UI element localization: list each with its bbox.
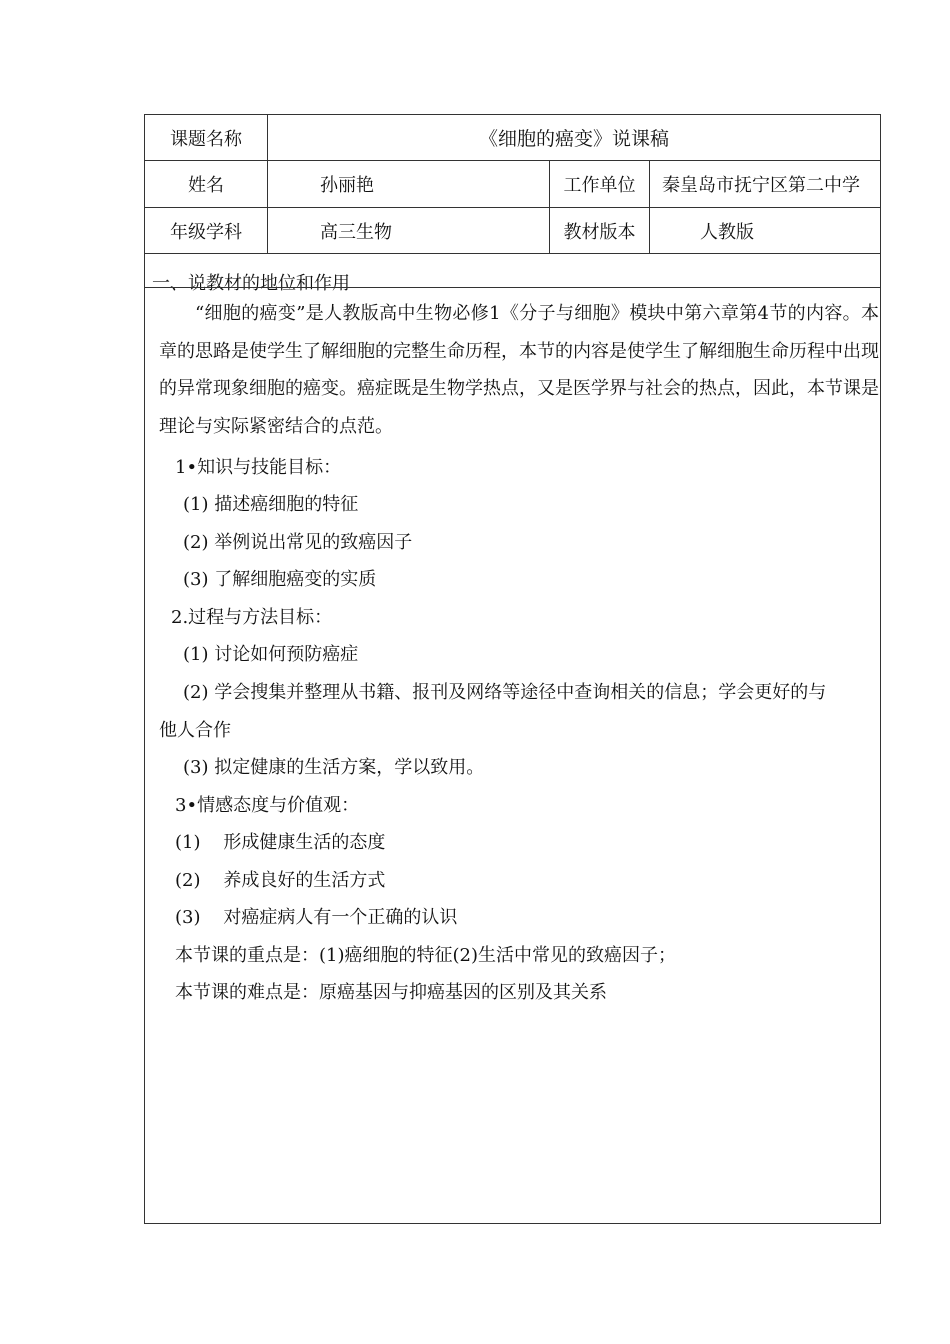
- section-heading: 一、说教材的地位和作用: [152, 273, 350, 294]
- key-points: 本节课的重点是：(1)癌细胞的特征(2)生活中常见的致癌因子；: [175, 945, 676, 966]
- name-row: [145, 161, 880, 208]
- goal2-item-1: (1) 讨论如何预防癌症: [183, 644, 359, 665]
- title-row: [145, 115, 880, 161]
- intro-paragraph: “细胞的癌变”是人教版高中生物必修1《分子与细胞》模块中第六章第4节的内容。本章的思路是使学生了解细胞的完整生命历程，本节的内容是使学生了解细胞生命历程中出现的异常现象细胞的癌变。癌症既是生物学热点，又是医学界与社会的热点，因此，本节课是理论与实际紧密结合的点范。: [159, 303, 879, 437]
- goal3-title: 3•情感态度与价值观：: [175, 795, 360, 816]
- edition-value: 人教版: [649, 208, 880, 253]
- heading-underline: [145, 287, 880, 288]
- goal1-title: 1•知识与技能目标：: [175, 457, 342, 478]
- edition-label: 教材版本: [549, 208, 649, 253]
- goal2-title: 2.过程与方法目标：: [171, 607, 333, 628]
- grade-row: [145, 208, 880, 254]
- goal1-item-2: (2) 举例说出常见的致癌因子: [183, 532, 413, 553]
- goal3-item-1: (1) 形成健康生活的态度: [175, 832, 386, 853]
- goal3-item-3: (3) 对癌症病人有一个正确的认识: [175, 907, 458, 928]
- unit-label: 工作单位: [549, 161, 649, 207]
- goal3-item-2: (2) 养成良好的生活方式: [175, 870, 386, 891]
- name-label: 姓名: [188, 175, 224, 196]
- title-value: 《细胞的癌变》说课稿: [267, 115, 880, 160]
- lesson-plan-form: [144, 114, 881, 1224]
- name-value: 孙丽艳: [267, 161, 549, 207]
- goal2-item-3: (3) 拟定健康的生活方案，学以致用。: [183, 757, 485, 778]
- goal2-item-2-cont: 他人合作: [159, 720, 231, 741]
- unit-value: 秦皇岛市抚宁区第二中学: [649, 161, 880, 207]
- goal1-item-1: (1) 描述癌细胞的特征: [183, 494, 359, 515]
- grade-label: 年级学科: [170, 221, 242, 243]
- title-label: 课题名称: [170, 128, 242, 150]
- goal2-item-2: (2) 学会搜集并整理从书籍、报刊及网络等途径中查询相关的信息；学会更好的与: [183, 682, 827, 703]
- difficult-points: 本节课的难点是：原癌基因与抑癌基因的区别及其关系: [175, 982, 607, 1003]
- grade-value: 高三生物: [267, 208, 549, 253]
- goal1-item-3: (3) 了解细胞癌变的实质: [183, 569, 377, 590]
